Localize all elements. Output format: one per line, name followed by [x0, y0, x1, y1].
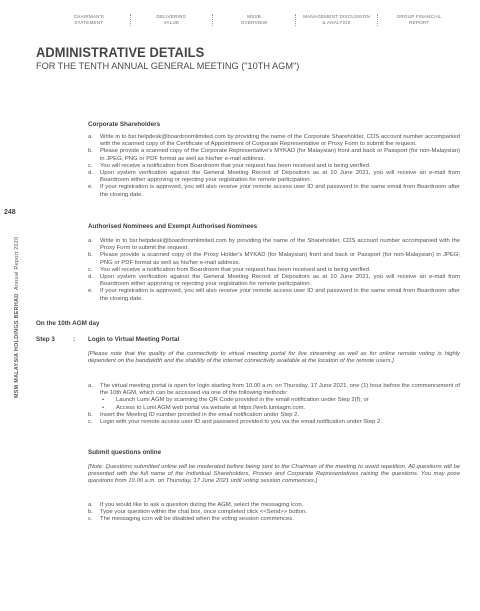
- list-item: [88, 238, 460, 252]
- list-marker: d.: [88, 274, 93, 281]
- list-text: Insert the Meeting ID number provided in the email notification under Step 2.: [100, 411, 300, 418]
- list-item: [88, 419, 460, 426]
- list-item: [88, 383, 460, 397]
- side-report: Annual Report 2020: [14, 236, 20, 290]
- list-item: [88, 509, 460, 516]
- side-label: [14, 237, 20, 398]
- list-item: [88, 267, 460, 274]
- questions-note: [Note: Questions submitted online will be moderated before being sent to the Chairman of the meeting to avoid repetition. All questions will be presented with the full name of the Individual Shareholders, Proxies and Corporate Representatives raising the questions. You may pose questions from 10.00 a.m. on Thursday, 17 June 2021 until voting session commences.]: [88, 464, 460, 485]
- list-text: If your registration is approved, you will also receive your remote access user ID and password in the same email from Boardroom after the closing date.: [100, 184, 460, 198]
- nav-delivering-value[interactable]: DELIVERING VALUE: [131, 14, 214, 26]
- list-text: Please provide a scanned copy of the Proxy Holder's MYKAD (for Malaysian) front and back or Passport (for non-Malaysian) in JPEG, PNG or PDF format as well as his/her e-mail address.: [100, 252, 460, 266]
- list-item: [88, 516, 460, 523]
- list-item: [88, 252, 460, 266]
- list-marker: c.: [88, 266, 93, 273]
- step3-list: [88, 383, 460, 426]
- list-marker: a.: [88, 134, 93, 140]
- list-text: Please provide a scanned copy of the Corporate Representative's MYKAD (for Malaysian) front and back or Passport (for non-Malaysian) in JPEG, PNG or PDF format as well as his/her e-mail address.: [100, 148, 460, 162]
- list-text: Upon system verification against the General Meeting Record of Depositors as at 10 June 2021, you will receive an e-mail from Boardroom either approving or rejecting your registration for remote participation.: [100, 170, 460, 184]
- list-marker: c.: [88, 162, 93, 169]
- step3-note: [Please note that the quality of the connectivity to virtual meeting portal for live streaming as well as for online remote voting is highly dependent on the bandwidth and the stability of the internet connectivity available at the location of the remote users.]: [88, 351, 460, 365]
- list-item: [88, 184, 460, 198]
- list-marker: b.: [88, 411, 93, 418]
- step3-colon: :: [73, 336, 76, 343]
- list-text: Login with your remote access user ID and password provided to you via the email notification under Step 2.: [100, 419, 382, 426]
- nav-mssb-overview[interactable]: MSSB OVERVIEW: [213, 14, 296, 26]
- list-text: The messaging icon will be disabled when the voting session commences.: [100, 516, 294, 523]
- bullet-text: Launch Lumi AGM by scanning the QR Code provided in the email notification under Step 2(f); or: [116, 397, 369, 404]
- list-text: You will receive a notification from Boardroom that your request has been received and is being verified.: [100, 162, 371, 169]
- nav-group-financial-report[interactable]: GROUP FINANCIAL REPORT: [396, 14, 442, 25]
- authorised-nominees-heading: Authorised Nominees and Exempt Authorised Nominees: [88, 223, 258, 230]
- page-number: 248: [4, 209, 16, 216]
- list-marker: d.: [88, 170, 93, 177]
- list-text: If you would like to ask a question during the AGM, select the messaging icon.: [100, 502, 304, 508]
- bullet-icon: •: [102, 404, 105, 411]
- list-item: [88, 502, 460, 509]
- authorised-nominees-list: [88, 238, 460, 303]
- bullet-item: [100, 397, 460, 404]
- list-marker: a.: [88, 502, 93, 508]
- access-methods-list: [100, 397, 460, 411]
- list-item: [88, 288, 460, 302]
- top-navigation: [48, 14, 460, 26]
- list-marker: a.: [88, 238, 93, 244]
- list-marker: b.: [88, 148, 93, 155]
- questions-list: [88, 502, 460, 524]
- list-text: You will receive a notification from Boardroom that your request has been received and is being verified.: [100, 266, 371, 273]
- list-marker: a.: [88, 383, 93, 389]
- submit-questions-heading: Submit questions online: [88, 449, 162, 456]
- corporate-shareholders-heading: Corporate Shareholders: [88, 121, 161, 128]
- list-text: Write in to bsr.helpdesk@boardroomlimited.com by providing the name of the Corporate Shareholder, CDS account number accompanied with the scanned copy of the Certificate of Appointment of Corporate Representative or Proxy Form to submit the request.: [100, 134, 460, 148]
- bullet-item: [100, 405, 460, 412]
- bullet-icon: •: [102, 397, 105, 404]
- step3-title: Login to Virtual Meeting Portal: [88, 336, 180, 343]
- list-marker: b.: [88, 252, 93, 259]
- list-marker: e.: [88, 184, 93, 191]
- corporate-shareholders-list: [88, 134, 460, 199]
- side-company: MSM MALAYSIA HOLDINGS BERHAD: [14, 293, 20, 398]
- bullet-text: Access to Lumi AGM web portal via website at https://web.lumiagm.com.: [116, 404, 306, 411]
- nav-chairmans-statement[interactable]: CHAIRMAN'S STATEMENT: [48, 14, 131, 26]
- page-title: ADMINISTRATIVE DETAILS: [36, 44, 205, 60]
- list-text: Write in to bsr.helpdesk@boardroomlimited.com by providing the name of the Shareholder, CDS account number accompanied with the Proxy Form to submit the request.: [100, 238, 460, 252]
- list-item: [88, 412, 460, 419]
- step3-label: Step 3: [36, 336, 55, 343]
- list-text: The virtual meeting portal is open for login starting from 10.00 a.m. on Thursday, 17 June 2021, one (1) hour before the commencement of the 10th AGM, which can be accessed via one of the following methods:: [100, 383, 460, 397]
- list-item: [88, 134, 460, 148]
- list-text: Upon system verification against the General Meeting Record of Depositors as at 10 June 2021, you will receive an e-mail from Boardroom either approving or rejecting your registration for remote participation.: [100, 274, 460, 288]
- list-text: If your registration is approved, you will also receive your remote access user ID and password in the same email from Boardroom after the closing date.: [100, 288, 460, 302]
- list-item: [88, 148, 460, 162]
- list-item: [88, 274, 460, 288]
- list-text: Type your question within the chat box, once completed click <<Send>> button.: [100, 509, 307, 516]
- agm-day-heading: On the 10th AGM day: [36, 320, 100, 327]
- list-marker: e.: [88, 288, 93, 295]
- list-marker: c.: [88, 516, 93, 523]
- list-item: [88, 170, 460, 184]
- nav-management-discussion[interactable]: MANAGEMENT DISCUSSION & ANALYSIS: [296, 14, 379, 26]
- list-item: [88, 163, 460, 170]
- list-marker: c.: [88, 419, 93, 426]
- list-marker: b.: [88, 509, 93, 516]
- page-subtitle: FOR THE TENTH ANNUAL GENERAL MEETING ("10TH AGM"): [36, 61, 300, 71]
